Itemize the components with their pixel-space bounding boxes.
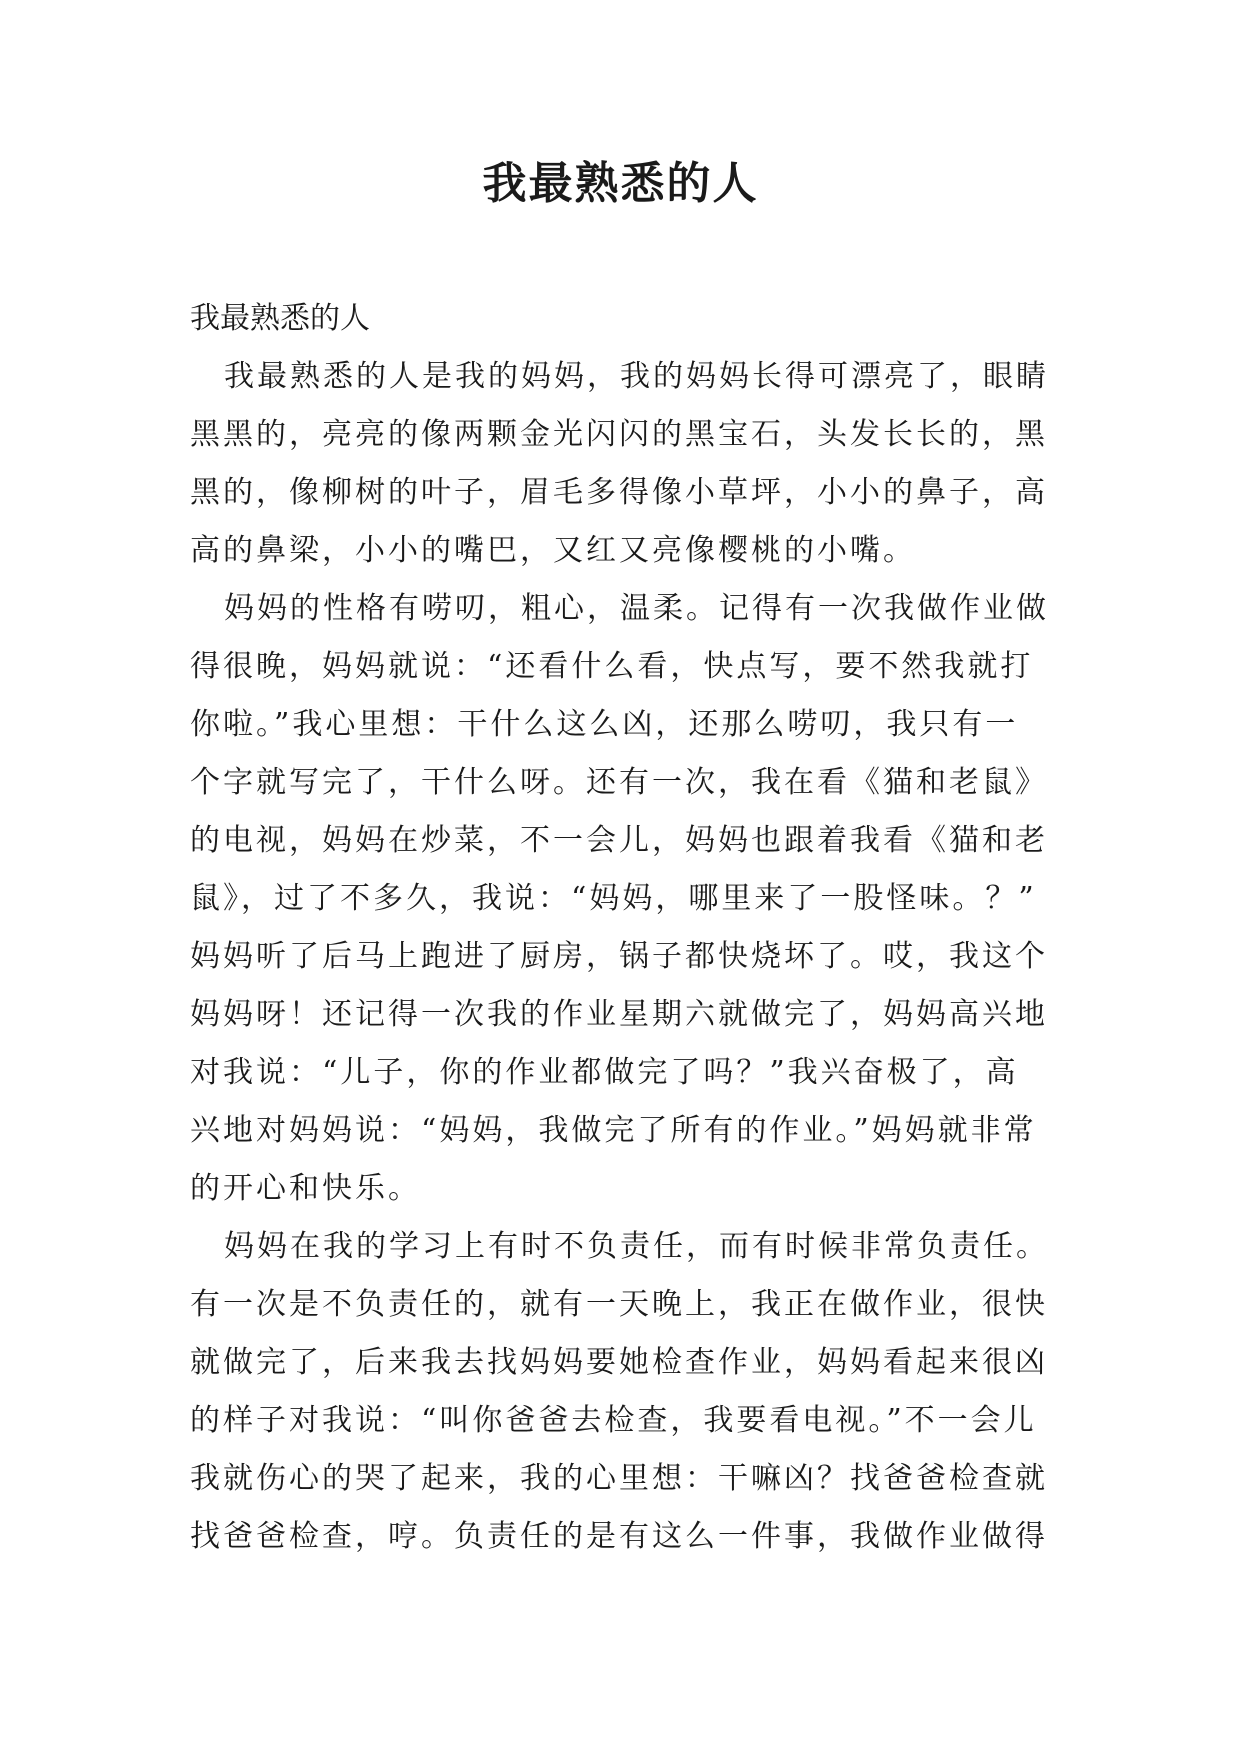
paragraph — [190, 580, 1052, 1218]
text-line: 我最熟悉的人是我的妈妈，我的妈妈长得可漂亮了，眼睛 — [224, 359, 1049, 394]
text-line: 鼠》，过了不多久，我说：“妈妈，哪里来了一股怪味。？” — [190, 881, 1037, 916]
paragraph — [190, 348, 1052, 580]
text-line: 兴地对妈妈说：“妈妈，我做完了所有的作业。”妈妈就非常 — [190, 1113, 1037, 1148]
text-line: 妈妈呀！还记得一次我的作业星期六就做完了，妈妈高兴地 — [190, 997, 1048, 1032]
text-line: 的样子对我说：“叫你爸爸去检查，我要看电视。”不一会儿 — [190, 1403, 1037, 1438]
text-line: 黑的，像柳树的叶子，眉毛多得像小草坪，小小的鼻子，高 — [190, 475, 1048, 510]
paragraph — [190, 1218, 1052, 1566]
text-line: 找爸爸检查，哼。负责任的是有这么一件事，我做作业做得 — [190, 1519, 1048, 1554]
text-line: 妈妈在我的学习上有时不负责任，而有时候非常负责任。 — [224, 1229, 1049, 1264]
text-line: 妈妈的性格有唠叨，粗心，温柔。记得有一次我做作业做 — [224, 591, 1049, 626]
text-line: 的电视，妈妈在炒菜，不一会儿，妈妈也跟着我看《猫和老 — [190, 823, 1048, 858]
text-line: 的开心和快乐。 — [190, 1171, 421, 1206]
text-line: 你啦。”我心里想：干什么这么凶，还那么唠叨，我只有一 — [190, 707, 1019, 742]
paragraph-container — [190, 348, 1052, 1566]
document-title: 我最熟悉的人 — [482, 158, 759, 209]
document-subtitle: 我最熟悉的人 — [190, 301, 370, 336]
text-line: 得很晚，妈妈就说：“还看什么看，快点写，要不然我就打 — [190, 649, 1034, 684]
text-line: 妈妈听了后马上跑进了厨房，锅子都快烧坏了。哎，我这个 — [190, 939, 1048, 974]
text-line: 黑黑的，亮亮的像两颗金光闪闪的黑宝石，头发长长的，黑 — [190, 417, 1048, 452]
text-line: 对我说：“儿子，你的作业都做完了吗？”我兴奋极了，高 — [190, 1055, 1019, 1090]
text-line: 我就伤心的哭了起来，我的心里想：干嘛凶？找爸爸检查就 — [190, 1461, 1048, 1496]
text-line: 个字就写完了，干什么呀。还有一次，我在看《猫和老鼠》 — [190, 765, 1048, 800]
text-line: 有一次是不负责任的，就有一天晚上，我正在做作业，很快 — [190, 1287, 1048, 1322]
text-line: 高的鼻梁，小小的嘴巴，又红又亮像樱桃的小嘴。 — [190, 533, 916, 568]
document-body — [190, 290, 1052, 1566]
text-line: 就做完了，后来我去找妈妈要她检查作业，妈妈看起来很凶 — [190, 1345, 1048, 1380]
